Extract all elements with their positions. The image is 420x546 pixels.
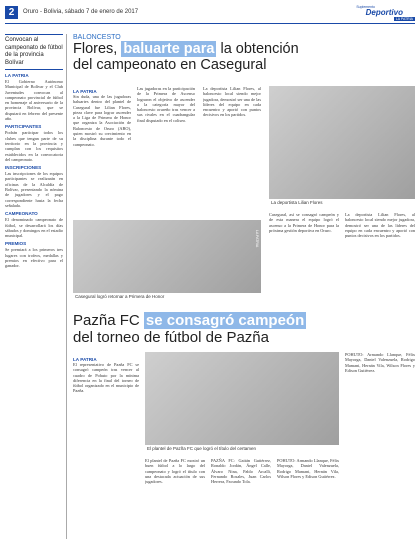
page-number: 2 <box>8 7 15 18</box>
brand-sub: LA PATRIA <box>395 17 413 21</box>
team-photo <box>73 220 261 300</box>
sidebar-section-head: PREMIOS <box>5 241 27 247</box>
article-text-col4: Casegural, así se consagró campeón y de esta manera el equipo logró el ascenso a la Primera de Honor para la próxima gestión deportiva en Oruro. <box>269 212 339 233</box>
brand-main: Deportivo <box>365 8 403 17</box>
article-source: LA PATRIA <box>73 89 97 94</box>
article2-headline <box>73 312 415 329</box>
article2-text-col1: El representativo de Pazña FC se consagró campeón tras vencer al cuadro de Pohuto por la mínima diferencia en la final del torneo de fútbol organizado en el municipio de Pazña. <box>73 362 139 394</box>
sidebar-section-text: Se premiará a los primeros tres lugares con trofeos, medallas y premios en efectivo para el ganador. <box>5 247 63 269</box>
sidebar-section-2 <box>5 165 63 208</box>
player-photo-caption: La deportista Lilian Flores <box>269 199 415 206</box>
article-headline-line2: del campeonato en Casegural <box>73 57 267 73</box>
sidebar-section-text: Las inscripciones de los equipos participantes se realizarán en oficinas de la Alcaldía de Bolívar, presentando la nómina de jugadores y el pago correspondiente hasta la fecha señalada. <box>5 171 63 208</box>
article2-text-col3: PAZÑA FC: Gaitán Gutiérrez, Ronaldo Jordán, Ángel Calle, Álvaro Nina, Pablo Arcalli, Fernando Rosales, Juan Carlos Herrera, Facundo Tola. <box>211 458 271 485</box>
sidebar-section-head: INSCRIPCIONES <box>5 165 42 171</box>
brand-top: Suplemento <box>356 5 375 9</box>
article-text-col5: La deportista Lilian Flores, al baloncesto local siendo mejor jugadora, demostró ser una de las líderes del equipo en cada encuentro y aportó con puntos decisivos en los partidos. <box>345 212 415 239</box>
brand-logo <box>345 4 415 22</box>
player-photo <box>269 86 415 206</box>
sidebar-body: El Gobierno Autónomo Municipal de Bolívar y el Club Juventudes convocan al campeonato provincial de fútbol en homenaje al aniversario de la provincia Bolívar, que se disputará en febrero del presente año. <box>5 79 63 122</box>
pazna-photo-caption: El plantel de Pazña FC que logró el título del certamen <box>145 445 339 452</box>
pazna-team-photo <box>145 352 339 452</box>
photo-credit: LA PATRIA <box>255 230 259 248</box>
sidebar-title: Convocan al campeonato de fútbol de la provincia Bolívar <box>5 34 63 70</box>
headline-highlight: baluarte para <box>123 41 215 57</box>
article-pazna <box>73 312 415 540</box>
article-text-col3: La deportista Lilian Flores, al baloncesto local siendo mejor jugadora, demostró ser una de las líderes del equipo en cada encuentro y aportó con puntos decisivos en los partidos. <box>203 86 261 118</box>
page-header <box>5 4 415 24</box>
sidebar-source: LA PATRIA <box>5 73 29 78</box>
article2-text-col5: POHUTO: Armando Llanque, Félix Mayorga, Daniel Valenzuela, Rodrigo Mamani, Hernán Vila, Wilson Flores y Edison Gutiérrez. <box>345 352 415 373</box>
article2-text-col2: El plantel de Pazña FC mostró un buen fútbol a lo largo del campeonato y logró el título con una destacada actuación de sus jugadores. <box>145 458 205 485</box>
headline-part: Pazña FC <box>73 312 140 329</box>
article2-headline-line2: del torneo de fútbol de Pazña <box>73 329 269 346</box>
sidebar-section-1 <box>5 124 63 162</box>
sidebar-section-text: El denominado campeonato de fútbol, se desarrollará los días sábados y domingos en el estadio municipal. <box>5 217 63 239</box>
sidebar-section-text: Podrán participar todos los clubes que tengan parte de su territorio en la provincia y cumplan con los requisitos establecidos en la convocatoria del campeonato. <box>5 130 63 162</box>
sidebar-section-head: CAMPEONATO <box>5 211 38 217</box>
headline-part: la obtención <box>220 41 299 57</box>
article2-text-col4: POHUTO: Armando Llanque, Félix Mayorga, Daniel Valenzuela, Rodrigo Mamani, Hernán Vila, Wilson Flores y Edison Gutiérrez. <box>277 458 339 479</box>
article-text-col2: Las jugadoras en la participación de la Primera de Ascenso lograron el objetivo de ascender a la categoría mayor del baloncesto orureño tras vencer a sus rivales en el cuadrangular final disputado en el coliseo. <box>137 86 195 123</box>
sidebar-section-3 <box>5 211 63 238</box>
article-headline <box>73 41 415 57</box>
article2-source: LA PATRIA <box>73 357 97 362</box>
article-text-col1: Sin duda, una de las jugadoras baluartes dentro del plantel de Casegural fue Lilian Flores, pieza clave para lograr ascender a la Liga de Primera de Honor que organiza la Asociación de Baloncesto de Oruro (ABO), quien mostró su crecimiento en la disciplina durante todo el campeonato. <box>73 94 131 147</box>
sidebar-section-head: PARTICIPANTES <box>5 124 42 130</box>
article-baloncesto <box>73 34 415 306</box>
sidebar-article <box>5 34 67 539</box>
sidebar-section-4 <box>5 241 63 268</box>
dateline: Oruro - Bolivia, sábado 7 de enero de 2017 <box>23 9 139 15</box>
headline-highlight: se consagró campeón <box>145 312 305 329</box>
team-photo-caption: Casegural logró retornar a Primera de Honor <box>73 293 261 300</box>
headline-part: Flores, <box>73 41 118 57</box>
article-kicker: BALONCESTO <box>73 34 121 41</box>
page-number-badge <box>5 6 18 19</box>
